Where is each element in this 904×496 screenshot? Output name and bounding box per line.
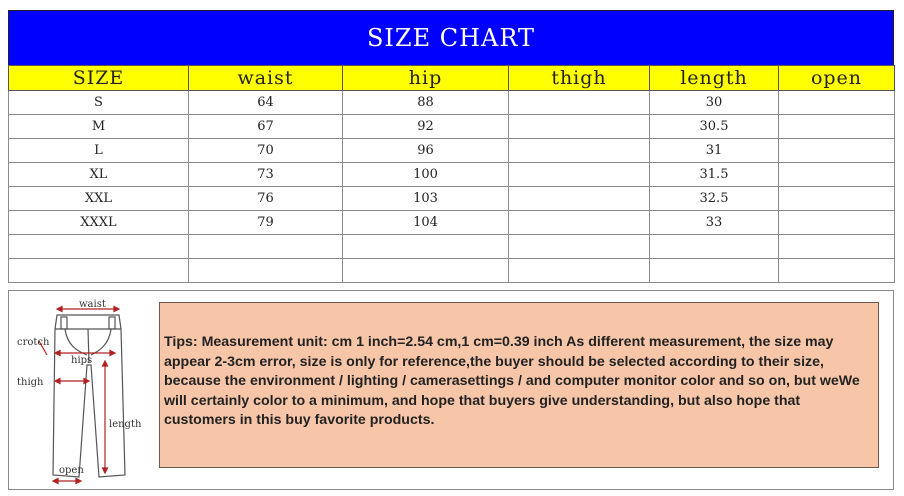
cell-thigh	[509, 259, 650, 283]
table-row	[9, 259, 895, 283]
header-open: open	[779, 66, 895, 91]
cell-thigh	[509, 187, 650, 211]
cell-waist: 73	[189, 163, 343, 187]
table-row	[9, 91, 895, 115]
length-label: length	[109, 419, 142, 430]
cell-length	[650, 259, 779, 283]
cell-length: 31	[650, 139, 779, 163]
cell-open	[779, 115, 895, 139]
cell-length: 31.5	[650, 163, 779, 187]
cell-hip	[343, 235, 509, 259]
cell-length: 32.5	[650, 187, 779, 211]
cell-hip: 96	[343, 139, 509, 163]
table-row	[9, 115, 895, 139]
cell-length: 30.5	[650, 115, 779, 139]
cell-thigh	[509, 235, 650, 259]
cell-size: XXL	[9, 187, 189, 211]
table-row	[9, 211, 895, 235]
table-row	[9, 235, 895, 259]
cell-hip	[343, 259, 509, 283]
tips-text: Tips: Measurement unit: cm 1 inch=2.54 cm,1 cm=0.39 inch As different measurement, the size may appear 2-3cm error, size is only for reference,the buyer should be selected according to their size, because the environment / lighting / camerasettings / and computer monitor color and so on, but weWe will certainly color to a minimum, and hope that buyers give understanding, but also hope that customers in this buy favorite products.	[164, 334, 860, 428]
cell-waist	[189, 235, 343, 259]
cell-thigh	[509, 163, 650, 187]
cell-open	[779, 139, 895, 163]
cell-hip: 88	[343, 91, 509, 115]
cell-length	[650, 235, 779, 259]
cell-hip: 103	[343, 187, 509, 211]
cell-waist	[189, 259, 343, 283]
cell-length: 33	[650, 211, 779, 235]
waist-label: waist	[79, 299, 106, 310]
cell-length: 30	[650, 91, 779, 115]
cell-open	[779, 235, 895, 259]
size-chart-sheet	[8, 10, 894, 490]
info-section	[8, 290, 894, 490]
cell-size: L	[9, 139, 189, 163]
header-length: length	[650, 66, 779, 91]
header-waist: waist	[189, 66, 343, 91]
cell-thigh	[509, 91, 650, 115]
cell-size: S	[9, 91, 189, 115]
cell-size: XL	[9, 163, 189, 187]
table-row	[9, 139, 895, 163]
tips-box	[159, 302, 879, 468]
cell-open	[779, 187, 895, 211]
cell-hip: 92	[343, 115, 509, 139]
cell-waist: 70	[189, 139, 343, 163]
chart-title: SIZE CHART	[8, 10, 894, 66]
crotch-label: crotch	[17, 337, 50, 348]
thigh-label: thigh	[17, 377, 44, 388]
header-hip: hip	[343, 66, 509, 91]
cell-size	[9, 259, 189, 283]
cell-size: M	[9, 115, 189, 139]
table-row	[9, 187, 895, 211]
header-size: SIZE	[9, 66, 189, 91]
open-label: open	[59, 465, 84, 476]
header-row	[9, 66, 895, 91]
pants-diagram	[17, 295, 157, 485]
cell-size	[9, 235, 189, 259]
cell-hip: 100	[343, 163, 509, 187]
cell-open	[779, 259, 895, 283]
cell-hip: 104	[343, 211, 509, 235]
cell-size: XXXL	[9, 211, 189, 235]
cell-thigh	[509, 211, 650, 235]
cell-thigh	[509, 115, 650, 139]
table-row	[9, 163, 895, 187]
cell-waist: 76	[189, 187, 343, 211]
cell-open	[779, 163, 895, 187]
cell-waist: 79	[189, 211, 343, 235]
cell-waist: 67	[189, 115, 343, 139]
cell-waist: 64	[189, 91, 343, 115]
header-thigh: thigh	[509, 66, 650, 91]
hips-label: hips	[71, 355, 93, 366]
size-table	[8, 65, 895, 283]
cell-thigh	[509, 139, 650, 163]
cell-open	[779, 211, 895, 235]
cell-open	[779, 91, 895, 115]
